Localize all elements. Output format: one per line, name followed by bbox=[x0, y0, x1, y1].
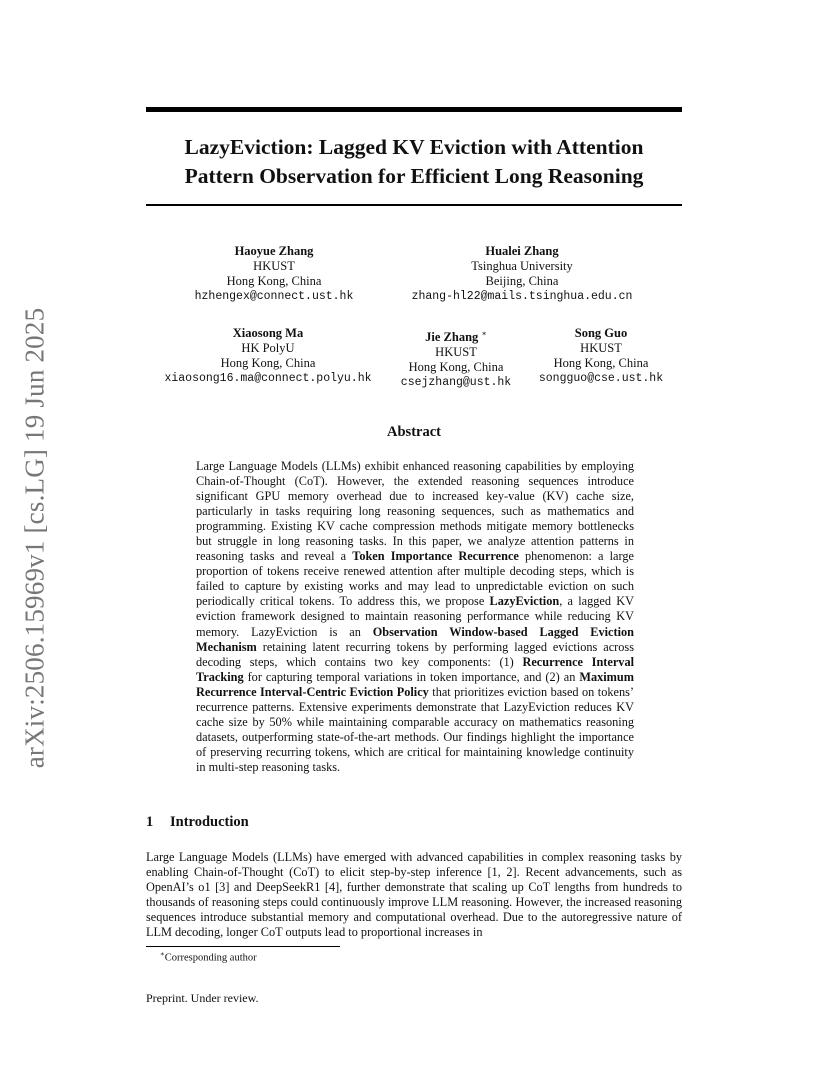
footnote bbox=[160, 950, 257, 964]
section-title: Introduction bbox=[170, 814, 249, 830]
author-email: xiaosong16.ma@connect.polyu.hk bbox=[164, 372, 372, 385]
author-block bbox=[539, 326, 663, 386]
author-name: Song Guo bbox=[574, 326, 628, 340]
author-location: Hong Kong, China bbox=[408, 360, 504, 375]
author-name: Haoyue Zhang bbox=[234, 244, 314, 258]
preprint-note: Preprint. Under review. bbox=[146, 991, 259, 1005]
title-line-2: Pattern Observation for Efficient Long Reasoning bbox=[184, 164, 644, 188]
footnote-marker: ∗ bbox=[160, 950, 165, 958]
author-affiliation: HKUST bbox=[435, 345, 477, 360]
footnote-text: Corresponding author bbox=[164, 952, 257, 964]
abstract-emphasis: Observation Window-based Lagged Eviction Mechanism bbox=[196, 624, 634, 654]
title-bottom-rule bbox=[146, 204, 682, 206]
author-affiliation: HKUST bbox=[580, 341, 622, 355]
author-name: Hualei Zhang bbox=[485, 244, 559, 258]
title-top-rule bbox=[146, 107, 682, 112]
abstract-text: Large Language Models (LLMs) exhibit enhanced reasoning capabilities by employing Chain-of-Thought (CoT). However, the extended reasoning sequences introduce significant GPU memory overhead due to increased key-value (KV) cache size, particularly in tasks requiring long reasoning sequences, such as mathematics and programming. Existing KV cache compression methods mitigate memory bottlenecks but struggle in long reasoning tasks. In this paper, we analyze attention patterns in reasoning tasks and reveal a bbox=[196, 459, 634, 564]
author-block bbox=[164, 326, 371, 386]
section-heading bbox=[146, 814, 249, 831]
author-email: csejzhang@ust.hk bbox=[400, 376, 512, 390]
author-affiliation: HK PolyU bbox=[241, 341, 295, 355]
abstract-emphasis: Token Importance Recurrence bbox=[352, 549, 519, 564]
author-name: Jie Zhang bbox=[425, 330, 479, 345]
abstract-heading: Abstract bbox=[387, 424, 441, 440]
author-location: Hong Kong, China bbox=[553, 356, 649, 370]
title-line-1: LazyEviction: Lagged KV Eviction with Attention bbox=[184, 135, 644, 159]
author-location: Hong Kong, China bbox=[220, 356, 316, 370]
author-affiliation: HKUST bbox=[253, 259, 295, 273]
author-email: zhang-hl22@mails.tsinghua.edu.cn bbox=[411, 290, 633, 303]
abstract-text: , a lagged KV eviction framework designed to maintain reasoning performance while reducing KV memory. LazyEviction is an bbox=[196, 594, 634, 639]
abstract-emphasis: Maximum Recurrence Interval-Centric Eviction Policy bbox=[196, 669, 634, 699]
abstract-emphasis: LazyEviction bbox=[489, 594, 560, 609]
arxiv-stamp: arXiv:2506.15969v1 [cs.LG] 19 Jun 2025 bbox=[19, 307, 50, 769]
author-affiliation: Tsinghua University bbox=[471, 259, 573, 273]
paper-title bbox=[146, 133, 682, 191]
abstract-text: for capturing temporal variations in token importance, and (2) an bbox=[243, 669, 580, 684]
section-number: 1 bbox=[146, 814, 154, 830]
introduction-text: Large Language Models (LLMs) have emerged with advanced capabilities in complex reasoning tasks by enabling Chain-of-Thought (CoT) to elicit step-by-step inference [1, 2]. Recent advancements, such as OpenAI’s o1 [3] and DeepSeekR1 [4], further demonstrate that scaling up CoT lengths from hundreds to thousands of reasoning steps could continuously improve LLM reasoning. However, the increased reasoning sequences introduce substantial memory and computational overhead. Due to the autoregressive nature of LLM decoding, longer CoT outputs lead to proportional increases in bbox=[146, 850, 682, 940]
abstract-body bbox=[196, 459, 634, 775]
author-email: songguo@cse.ust.hk bbox=[538, 372, 664, 385]
author-name-line bbox=[401, 326, 511, 345]
abstract-text: phenomenon: a large proportion of tokens receive renewed attention after multiple decoding steps, which is failed to capture by existing works and may lead to unpredictable eviction on such periodically critical tokens. To address this, we propose bbox=[196, 549, 634, 609]
author-email: hzhengex@connect.ust.hk bbox=[194, 290, 354, 303]
footnote-rule bbox=[146, 946, 340, 947]
abstract-text: that prioritizes eviction based on tokens’ recurrence patterns. Extensive experiments demonstrate that LazyEviction reduces KV cache size by 50% while maintaining comparable accuracy on mathematics reasoning datasets, outperforming state-of-the-art methods. Our findings highlight the importance of preserving recurring tokens, which are critical for maintaining knowledge continuity in multi-step reasoning tasks. bbox=[196, 684, 634, 774]
author-name: Xiaosong Ma bbox=[232, 326, 304, 340]
author-block bbox=[412, 244, 633, 304]
author-location: Beijing, China bbox=[485, 274, 559, 288]
abstract-text: retaining latent recurring tokens by performing lagged evictions across decoding steps, which contains two key components: (1) bbox=[196, 639, 634, 669]
author-location: Hong Kong, China bbox=[226, 274, 322, 288]
author-block bbox=[195, 244, 354, 304]
corresponding-marker: ∗ bbox=[481, 329, 487, 338]
abstract-emphasis: Recurrence Interval Tracking bbox=[196, 654, 635, 684]
author-block bbox=[401, 326, 511, 390]
